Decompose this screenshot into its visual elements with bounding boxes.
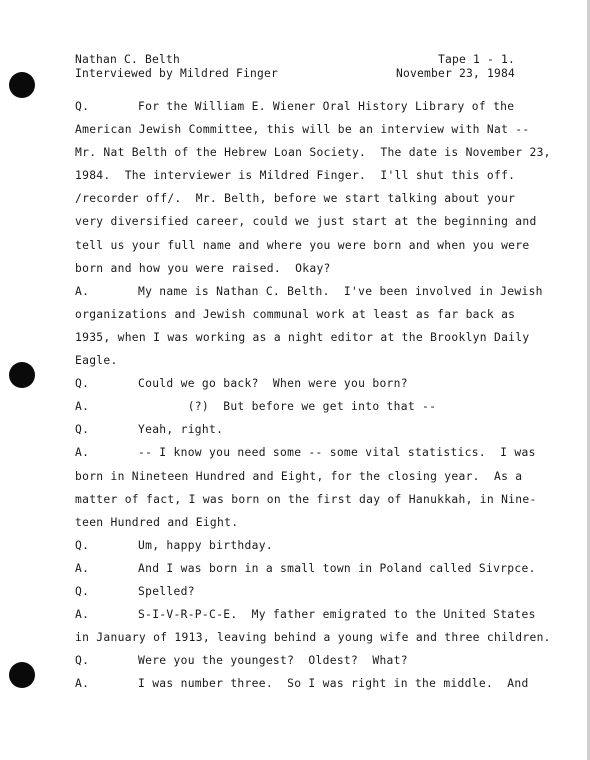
transcript-line	[75, 441, 545, 464]
speaker-label: Q.	[75, 100, 90, 113]
transcript-line	[75, 488, 545, 511]
speaker-label: Q.	[75, 377, 90, 391]
line-text: I was number three. So I was right in the middle. And	[138, 677, 529, 691]
transcript-line	[75, 534, 545, 557]
speaker-label: A.	[75, 677, 90, 691]
speaker-label: Q.	[75, 584, 90, 598]
line-text: Could we go back? When were you born?	[138, 377, 408, 391]
transcript-line	[75, 95, 545, 118]
line-text: For the William E. Wiener Oral History Library of the	[138, 100, 515, 113]
transcript-line	[75, 141, 551, 164]
line-text: organizations and Jewish communal work at least as far back as	[75, 307, 516, 321]
transcript-line	[75, 257, 545, 280]
speaker-label: A.	[75, 446, 90, 460]
line-text: teen Hundred and Eight.	[75, 515, 239, 529]
line-text: Spelled?	[138, 584, 195, 598]
transcript-line	[75, 395, 545, 418]
transcript-line	[75, 326, 545, 349]
speaker-label: A.	[75, 284, 90, 298]
line-text: And I was born in a small town in Poland called Sivrpce.	[138, 561, 536, 575]
header-row-1	[75, 53, 515, 67]
line-text: in January of 1913, leaving behind a young wife and three children.	[75, 631, 551, 645]
line-text: born in Nineteen Hundred and Eight, for the closing year. As a	[75, 469, 523, 483]
line-text: American Jewish Committee, this will be an interview with Nat --	[75, 123, 530, 137]
binder-hole	[9, 662, 35, 688]
transcript-line	[75, 511, 545, 534]
speaker-label: A.	[75, 561, 90, 575]
line-text: 1984. The interviewer is Mildred Finger. I'll shut this off.	[75, 169, 516, 183]
speaker-label: Q.	[75, 654, 90, 668]
transcript-line	[75, 672, 545, 695]
speaker-label: A.	[75, 608, 90, 622]
transcript-line	[75, 372, 545, 395]
line-text: Were you the youngest? Oldest? What?	[138, 654, 408, 668]
tape-number: Tape 1 - 1.	[437, 53, 515, 66]
transcript-line	[75, 303, 545, 326]
line-text: Yeah, right.	[138, 423, 224, 437]
speaker-label: A.	[75, 400, 90, 414]
line-text: tell us your full name and where you were born and when you were	[75, 238, 530, 252]
line-text: /recorder off/. Mr. Belth, before we start talking about your	[75, 192, 516, 206]
transcript-line	[75, 580, 545, 603]
transcript-line	[75, 603, 545, 626]
interviewee-name: Nathan C. Belth	[75, 53, 181, 66]
binder-hole	[9, 72, 35, 98]
binder-hole	[9, 362, 35, 388]
transcript-line	[75, 418, 545, 441]
line-text: very diversified career, could we just start at the beginning and	[75, 215, 537, 229]
page-header	[75, 53, 515, 81]
transcript-line	[75, 187, 545, 210]
transcript-line	[75, 234, 545, 257]
line-text: S-I-V-R-P-C-E. My father emigrated to the United States	[138, 608, 536, 622]
line-text: My name is Nathan C. Belth. I've been involved in Jewish	[138, 284, 543, 298]
speaker-label: Q.	[75, 538, 90, 552]
line-text: born and how you were raised. Okay?	[75, 261, 331, 275]
line-text: Mr. Nat Belth of the Hebrew Loan Society. The date is November 23,	[75, 146, 551, 160]
line-text: Um, happy birthday.	[138, 538, 273, 552]
transcript-line	[75, 280, 545, 303]
line-text: 1935, when I was working as a night editor at the Brooklyn Daily	[75, 330, 530, 344]
header-row-2	[75, 67, 515, 81]
transcript-line	[75, 164, 545, 187]
transcript-line	[75, 118, 545, 141]
line-text: (?) But before we get into that --	[138, 400, 437, 414]
line-text: matter of fact, I was born on the first day of Hanukkah, in Nine-	[75, 492, 537, 506]
transcript-body	[75, 95, 551, 695]
transcript-line	[75, 349, 545, 372]
line-text: Eagle.	[75, 354, 118, 368]
interviewer-line: Interviewed by Mildred Finger	[75, 67, 279, 80]
speaker-label: Q.	[75, 423, 90, 437]
transcript-line	[75, 626, 551, 649]
transcript-line	[75, 210, 545, 233]
transcript-line	[75, 557, 545, 580]
interview-date: November 23, 1984	[395, 67, 515, 80]
transcript-line	[75, 465, 545, 488]
line-text: -- I know you need some -- some vital statistics. I was	[138, 446, 536, 460]
transcript-line	[75, 649, 545, 672]
